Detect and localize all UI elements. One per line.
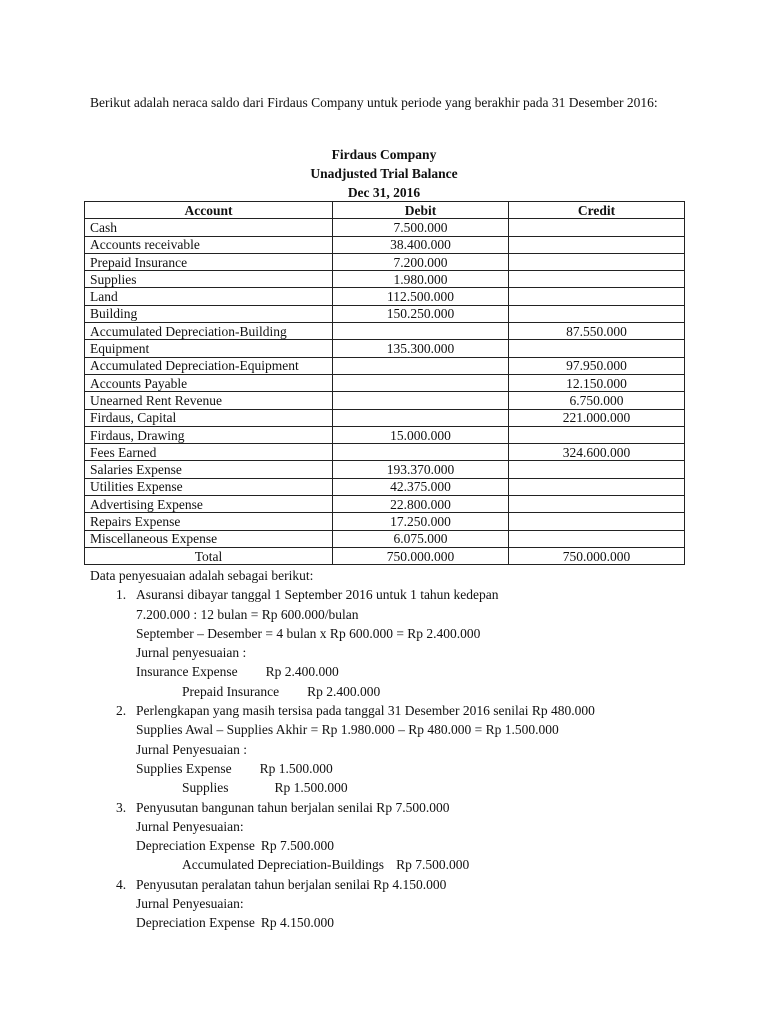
table-row [85,305,685,322]
credit-amount: Rp 2.400.000 [307,683,381,699]
debit-cell: 17.250.000 [333,513,509,530]
table-total-row [85,547,685,564]
debit-cell [333,392,509,409]
table-row [85,461,685,478]
debit-cell [333,374,509,391]
credit-cell [509,496,685,513]
account-cell: Firdaus, Capital [85,409,333,426]
account-cell: Supplies [85,271,333,288]
account-cell: Cash [85,219,333,236]
item-title: Penyusutan bangunan tahun berjalan senilai Rp 7.500.000 [136,799,450,815]
debit-cell: 7.500.000 [333,219,509,236]
table-row [85,219,685,236]
journal-credit-line [136,855,690,874]
account-cell: Accumulated Depreciation-Equipment [85,357,333,374]
credit-cell [509,253,685,270]
debit-amount: Rp 7.500.000 [260,838,334,854]
company-name: Firdaus Company [331,147,437,162]
journal-debit-line [136,759,690,778]
debit-account: Depreciation Expense [136,915,255,931]
report-date: Dec 31, 2016 [347,185,421,200]
account-cell: Utilities Expense [85,478,333,495]
table-row [85,444,685,461]
credit-cell: 221.000.000 [509,409,685,426]
total-debit: 750.000.000 [333,547,509,564]
debit-cell: 22.800.000 [333,496,509,513]
journal-credit-line [136,682,690,701]
debit-account: Insurance Expense [136,664,238,680]
credit-cell [509,530,685,547]
credit-cell [509,461,685,478]
account-cell: Advertising Expense [85,496,333,513]
debit-cell: 7.200.000 [333,253,509,270]
debit-amount: Rp 2.400.000 [265,664,339,680]
credit-account: Supplies [182,780,229,796]
table-row [85,340,685,357]
account-cell: Accounts Payable [85,374,333,391]
item-calc: September – Desember = 4 bulan x Rp 600.000 = Rp 2.400.000 [136,625,481,641]
debit-amount: Rp 1.500.000 [259,760,333,776]
journal-debit-line [136,836,690,855]
credit-cell [509,305,685,322]
adjustments-section [90,566,690,933]
credit-amount: Rp 1.500.000 [274,780,348,796]
adjustment-item-1 [90,585,690,701]
debit-cell [333,444,509,461]
table-header-row [85,202,685,219]
table-row [85,513,685,530]
table-row [85,288,685,305]
table-row [85,392,685,409]
credit-cell: 87.550.000 [509,323,685,340]
account-cell: Miscellaneous Expense [85,530,333,547]
item-number: 4. [116,876,127,892]
credit-cell [509,478,685,495]
item-title: Penyusutan peralatan tahun berjalan senilai Rp 4.150.000 [136,876,447,892]
debit-cell [333,409,509,426]
debit-cell: 15.000.000 [333,426,509,443]
account-cell: Repairs Expense [85,513,333,530]
debit-cell: 135.300.000 [333,340,509,357]
debit-cell: 42.375.000 [333,478,509,495]
account-cell: Prepaid Insurance [85,253,333,270]
account-cell: Accumulated Depreciation-Building [85,323,333,340]
item-title: Perlengkapan yang masih tersisa pada tanggal 31 Desember 2016 senilai Rp 480.000 [136,703,595,719]
total-label: Total [85,547,333,564]
adjustment-item-3 [90,798,690,875]
account-cell: Equipment [85,340,333,357]
item-calc: 7.200.000 : 12 bulan = Rp 600.000/bulan [136,606,359,622]
item-number: 1. [116,587,127,603]
credit-cell [509,513,685,530]
journal-debit-line [136,913,690,932]
adjustment-item-4 [90,875,690,933]
credit-cell [509,219,685,236]
debit-cell: 1.980.000 [333,271,509,288]
account-cell: Salaries Expense [85,461,333,478]
credit-cell: 324.600.000 [509,444,685,461]
header-account: Account [85,202,333,219]
item-number: 2. [116,703,127,719]
credit-account: Prepaid Insurance [182,683,280,699]
journal-label: Jurnal Penyesuaian : [136,741,247,757]
table-row [85,496,685,513]
table-row [85,271,685,288]
debit-cell: 112.500.000 [333,288,509,305]
debit-account: Depreciation Expense [136,838,255,854]
total-credit: 750.000.000 [509,547,685,564]
table-row [85,426,685,443]
debit-cell [333,357,509,374]
account-cell: Accounts receivable [85,236,333,253]
item-calc: Supplies Awal – Supplies Akhir = Rp 1.980.000 – Rp 480.000 = Rp 1.500.000 [136,722,559,738]
debit-cell: 6.075.000 [333,530,509,547]
account-cell: Building [85,305,333,322]
journal-label: Jurnal penyesuaian : [136,645,247,661]
credit-cell: 6.750.000 [509,392,685,409]
credit-amount: Rp 7.500.000 [396,857,470,873]
credit-cell [509,288,685,305]
table-row [85,236,685,253]
table-body [85,219,685,548]
adjustments-intro: Data penyesuaian adalah sebagai berikut: [90,568,314,583]
credit-cell [509,271,685,288]
debit-cell: 150.250.000 [333,305,509,322]
credit-account: Accumulated Depreciation-Buildings [182,857,385,873]
account-cell: Land [85,288,333,305]
credit-cell: 12.150.000 [509,374,685,391]
credit-cell [509,340,685,357]
trial-balance-table [84,201,685,565]
adjustment-item-2 [90,701,690,797]
table-row [85,374,685,391]
debit-cell: 193.370.000 [333,461,509,478]
table-row [85,530,685,547]
credit-cell: 97.950.000 [509,357,685,374]
journal-label: Jurnal Penyesuaian: [136,818,244,834]
journal-debit-line [136,662,690,681]
journal-credit-line [136,778,690,797]
journal-label: Jurnal Penyesuaian: [136,896,244,912]
item-title: Asuransi dibayar tanggal 1 September 2016 untuk 1 tahun kedepan [136,587,499,603]
table-row [85,478,685,495]
debit-cell: 38.400.000 [333,236,509,253]
item-number: 3. [116,799,127,815]
credit-cell [509,426,685,443]
debit-account: Supplies Expense [136,760,232,776]
table-row [85,409,685,426]
table-row [85,323,685,340]
account-cell: Firdaus, Drawing [85,426,333,443]
header-credit: Credit [509,202,685,219]
header-debit: Debit [333,202,509,219]
intro-paragraph: Berikut adalah neraca saldo dari Firdaus Company untuk periode yang berakhir pada 31 Desember 2016: [90,95,658,110]
credit-cell [509,236,685,253]
account-cell: Fees Earned [85,444,333,461]
debit-cell [333,323,509,340]
table-row [85,253,685,270]
table-row [85,357,685,374]
report-title: Unadjusted Trial Balance [310,166,458,181]
debit-amount: Rp 4.150.000 [260,915,334,931]
account-cell: Unearned Rent Revenue [85,392,333,409]
